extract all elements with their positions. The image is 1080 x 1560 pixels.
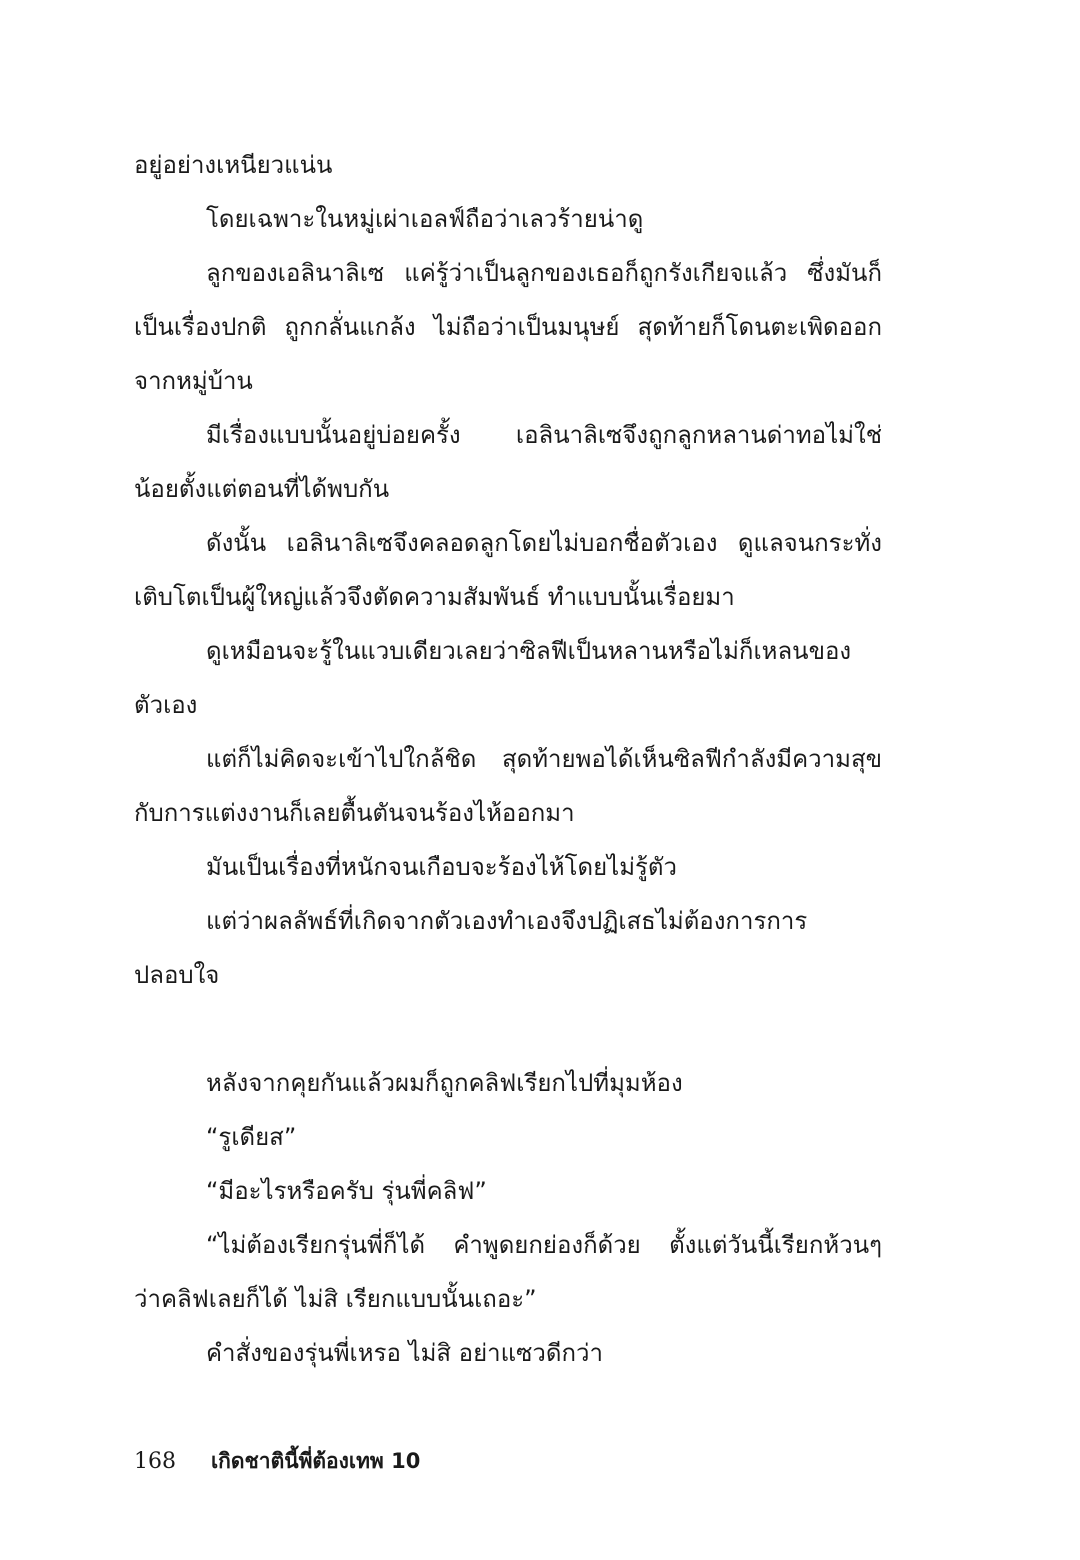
text-line: ดังนั้น เอลินาลิเซจึงคลอดลูกโดยไม่บอกชื่อตัวเอง ดูแลจนกระทั่ง bbox=[206, 529, 882, 557]
text-line: เป็นเรื่องปกติ ถูกกลั่นแกล้ง ไม่ถือว่าเป็นมนุษย์ สุดท้ายก็โดนตะเพิดออก bbox=[134, 313, 882, 341]
text-line: คำสั่งของรุ่นพี่เหรอ ไม่สิ อย่าแซวดีกว่า bbox=[206, 1339, 603, 1367]
dialogue-line: ว่าคลิฟเลยก็ได้ ไม่สิ เรียกแบบนั้นเถอะ” bbox=[134, 1285, 537, 1313]
text-line: กับการแต่งงานก็เลยตื้นตันจนร้องไห้ออกมา bbox=[134, 799, 575, 827]
text-line: มีเรื่องแบบนั้นอยู่บ่อยครั้ง เอลินาลิเซจึงถูกลูกหลานด่าทอไม่ใช่ bbox=[206, 421, 882, 449]
text-line: ลูกของเอลินาลิเซ แค่รู้ว่าเป็นลูกของเธอก็ถูกรังเกียจแล้ว ซึ่งมันก็ bbox=[206, 259, 882, 287]
text-line: แต่ก็ไม่คิดจะเข้าไปใกล้ชิด สุดท้ายพอได้เห็นซิลฟีกำลังมีความสุข bbox=[206, 745, 882, 773]
text-line: ปลอบใจ bbox=[134, 961, 220, 989]
text-line: หลังจากคุยกันแล้วผมก็ถูกคลิฟเรียกไปที่มุมห้อง bbox=[206, 1069, 683, 1097]
text-line: อยู่อย่างเหนียวแน่น bbox=[134, 151, 333, 179]
body-text bbox=[134, 138, 882, 1380]
text-line: เติบโตเป็นผู้ใหญ่แล้วจึงตัดความสัมพันธ์ ทำแบบนั้นเรื่อยมา bbox=[134, 583, 735, 611]
text-line: ตัวเอง bbox=[134, 691, 198, 719]
dialogue-line: “มีอะไรหรือครับ รุ่นพี่คลิฟ” bbox=[206, 1177, 487, 1205]
dialogue-line: “ไม่ต้องเรียกรุ่นพี่ก็ได้ คำพูดยกย่องก็ด้วย ตั้งแต่วันนี้เรียกห้วนๆ bbox=[206, 1231, 882, 1259]
section-break bbox=[134, 1002, 882, 1056]
text-line: โดยเฉพาะในหมู่เผ่าเอลฟ์ถือว่าเลวร้ายน่าดู bbox=[206, 205, 644, 233]
text-line: น้อยตั้งแต่ตอนที่ได้พบกัน bbox=[134, 475, 390, 503]
book-title: เกิดชาตินี้พี่ต้องเทพ 10 bbox=[211, 1449, 421, 1473]
dialogue-line: “รูเดียส” bbox=[206, 1123, 297, 1151]
text-line: จากหมู่บ้าน bbox=[134, 367, 253, 395]
text-line: ดูเหมือนจะรู้ในแวบเดียวเลยว่าซิลฟีเป็นหลานหรือไม่ก็เหลนของ bbox=[206, 637, 852, 665]
page-footer bbox=[134, 1446, 420, 1477]
text-line: แต่ว่าผลลัพธ์ที่เกิดจากตัวเองทำเองจึงปฏิเสธไม่ต้องการการ bbox=[206, 907, 808, 935]
page-number: 168 bbox=[134, 1449, 176, 1474]
text-line: มันเป็นเรื่องที่หนักจนเกือบจะร้องไห้โดยไม่รู้ตัว bbox=[206, 853, 677, 881]
